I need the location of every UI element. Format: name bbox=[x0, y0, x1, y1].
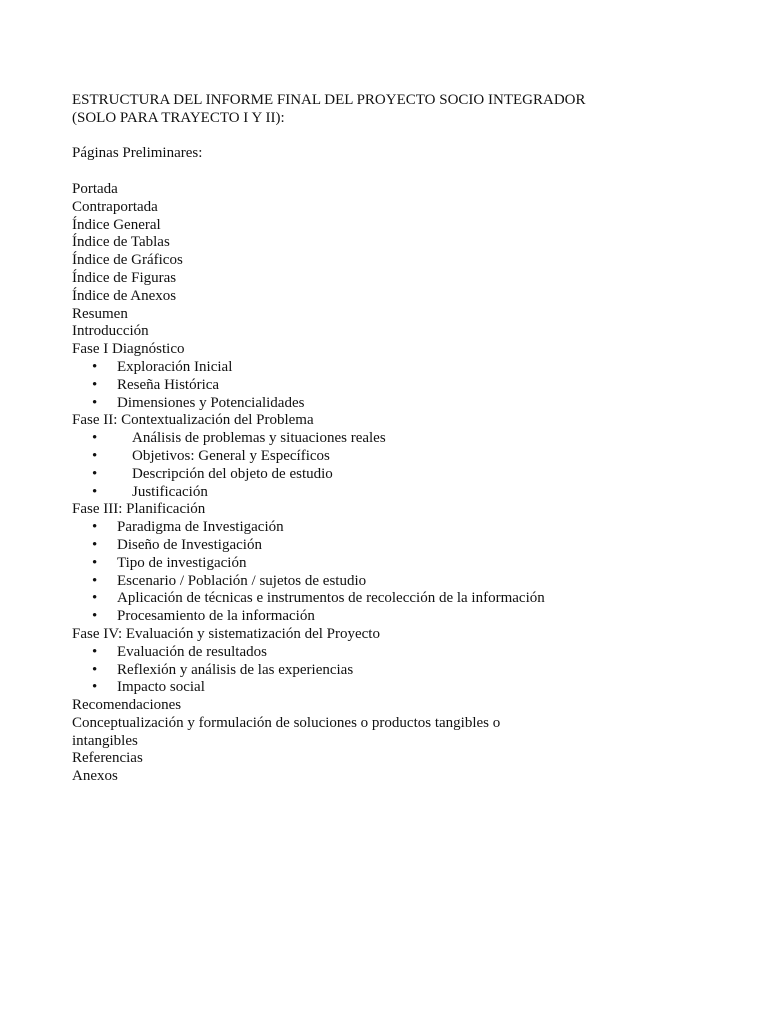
item-anexos: Anexos bbox=[72, 768, 118, 785]
fase2-bullet-item bbox=[72, 448, 692, 466]
fase2-bullet-text: Descripción del objeto de estudio bbox=[132, 465, 333, 482]
blank-line bbox=[72, 128, 692, 146]
fase3-bullet-item bbox=[72, 519, 692, 537]
bullet-glyph: • bbox=[92, 679, 98, 696]
fase2-title: Fase II: Contextualización del Problema bbox=[72, 412, 314, 429]
bullet-glyph: • bbox=[92, 483, 98, 500]
item-contraportada: Contraportada bbox=[72, 198, 158, 215]
item-indice-anexos: Índice de Anexos bbox=[72, 287, 177, 304]
bullet-glyph: • bbox=[92, 465, 98, 482]
fase4-bullet-item bbox=[72, 644, 692, 662]
item-conceptualizacion-line1: Conceptualización y formulación de soluciones o productos tangibles o bbox=[72, 714, 501, 731]
fase4-bullet-text: Reflexión y análisis de las experiencias bbox=[117, 661, 354, 678]
fase3-bullet-text: Diseño de Investigación bbox=[117, 536, 262, 553]
bullet-glyph: • bbox=[92, 394, 98, 411]
item-indice-figuras: Índice de Figuras bbox=[72, 269, 177, 286]
blank-line bbox=[72, 163, 692, 181]
fase3-bullet-text: Paradigma de Investigación bbox=[117, 519, 284, 536]
fase1-bullet-item bbox=[72, 377, 692, 395]
bullet-glyph: • bbox=[92, 590, 98, 607]
fase2-bullet-item bbox=[72, 430, 692, 448]
fase2-bullet-item bbox=[72, 466, 692, 484]
fase4-bullet-item bbox=[72, 662, 692, 680]
fase1-title: Fase I Diagnóstico bbox=[72, 341, 185, 358]
bullet-glyph: • bbox=[92, 519, 98, 536]
item-referencias: Referencias bbox=[72, 750, 143, 767]
fase3-bullet-item bbox=[72, 608, 692, 626]
fase2-bullet-item bbox=[72, 484, 692, 502]
fase2-bullet-text: Análisis de problemas y situaciones reales bbox=[132, 430, 386, 447]
fase2-bullet-text: Justificación bbox=[132, 483, 208, 500]
item-resumen: Resumen bbox=[72, 305, 128, 322]
fase3-bullet-text: Escenario / Población / sujetos de estudio bbox=[117, 572, 367, 589]
item-indice-graficos: Índice de Gráficos bbox=[72, 252, 183, 269]
fase3-bullet-item bbox=[72, 555, 692, 573]
fase1-bullet-text: Exploración Inicial bbox=[117, 358, 233, 375]
item-portada: Portada bbox=[72, 180, 118, 197]
fase3-bullet-item bbox=[72, 590, 692, 608]
fase1-bullet-item bbox=[72, 359, 692, 377]
fase3-bullet-text: Procesamiento de la información bbox=[117, 608, 315, 625]
fase4-bullet-text: Impacto social bbox=[117, 679, 205, 696]
bullet-glyph: • bbox=[92, 358, 98, 375]
bullet-glyph: • bbox=[92, 554, 98, 571]
fase1-bullet-text: Dimensiones y Potencialidades bbox=[117, 394, 305, 411]
fase4-bullet-text: Evaluación de resultados bbox=[117, 643, 267, 660]
fase3-bullet-item bbox=[72, 537, 692, 555]
bullet-glyph: • bbox=[92, 643, 98, 660]
bullet-glyph: • bbox=[92, 608, 98, 625]
fase4-title: Fase IV: Evaluación y sistematización del Proyecto bbox=[72, 625, 380, 642]
fase2-bullet-text: Objetivos: General y Específicos bbox=[132, 447, 330, 464]
item-introduccion: Introducción bbox=[72, 323, 149, 340]
bullet-glyph: • bbox=[92, 572, 98, 589]
fase4-bullet-item bbox=[72, 679, 692, 697]
bullet-glyph: • bbox=[92, 447, 98, 464]
document-title-line1: ESTRUCTURA DEL INFORME FINAL DEL PROYECTO SOCIO INTEGRADOR bbox=[72, 92, 586, 108]
preliminary-heading: Páginas Preliminares: bbox=[72, 145, 203, 162]
fase1-bullet-item bbox=[72, 395, 692, 413]
fase3-bullet-item bbox=[72, 573, 692, 591]
bullet-glyph: • bbox=[92, 376, 98, 393]
fase1-bullet-text: Reseña Histórica bbox=[117, 376, 220, 393]
item-conceptualizacion-line2: intangibles bbox=[72, 732, 138, 749]
item-indice-tablas: Índice de Tablas bbox=[72, 234, 170, 251]
bullet-glyph: • bbox=[92, 536, 98, 553]
bullet-glyph: • bbox=[92, 661, 98, 678]
document-page bbox=[72, 92, 692, 786]
item-indice-general: Índice General bbox=[72, 216, 161, 233]
fase3-bullet-text: Tipo de investigación bbox=[117, 554, 247, 571]
item-recomendaciones: Recomendaciones bbox=[72, 697, 182, 714]
fase3-bullet-text: Aplicación de técnicas e instrumentos de recolección de la información bbox=[117, 590, 545, 607]
bullet-glyph: • bbox=[92, 430, 98, 447]
fase3-title: Fase III: Planificación bbox=[72, 501, 206, 518]
document-title-line2: (SOLO PARA TRAYECTO I Y II): bbox=[72, 109, 285, 126]
